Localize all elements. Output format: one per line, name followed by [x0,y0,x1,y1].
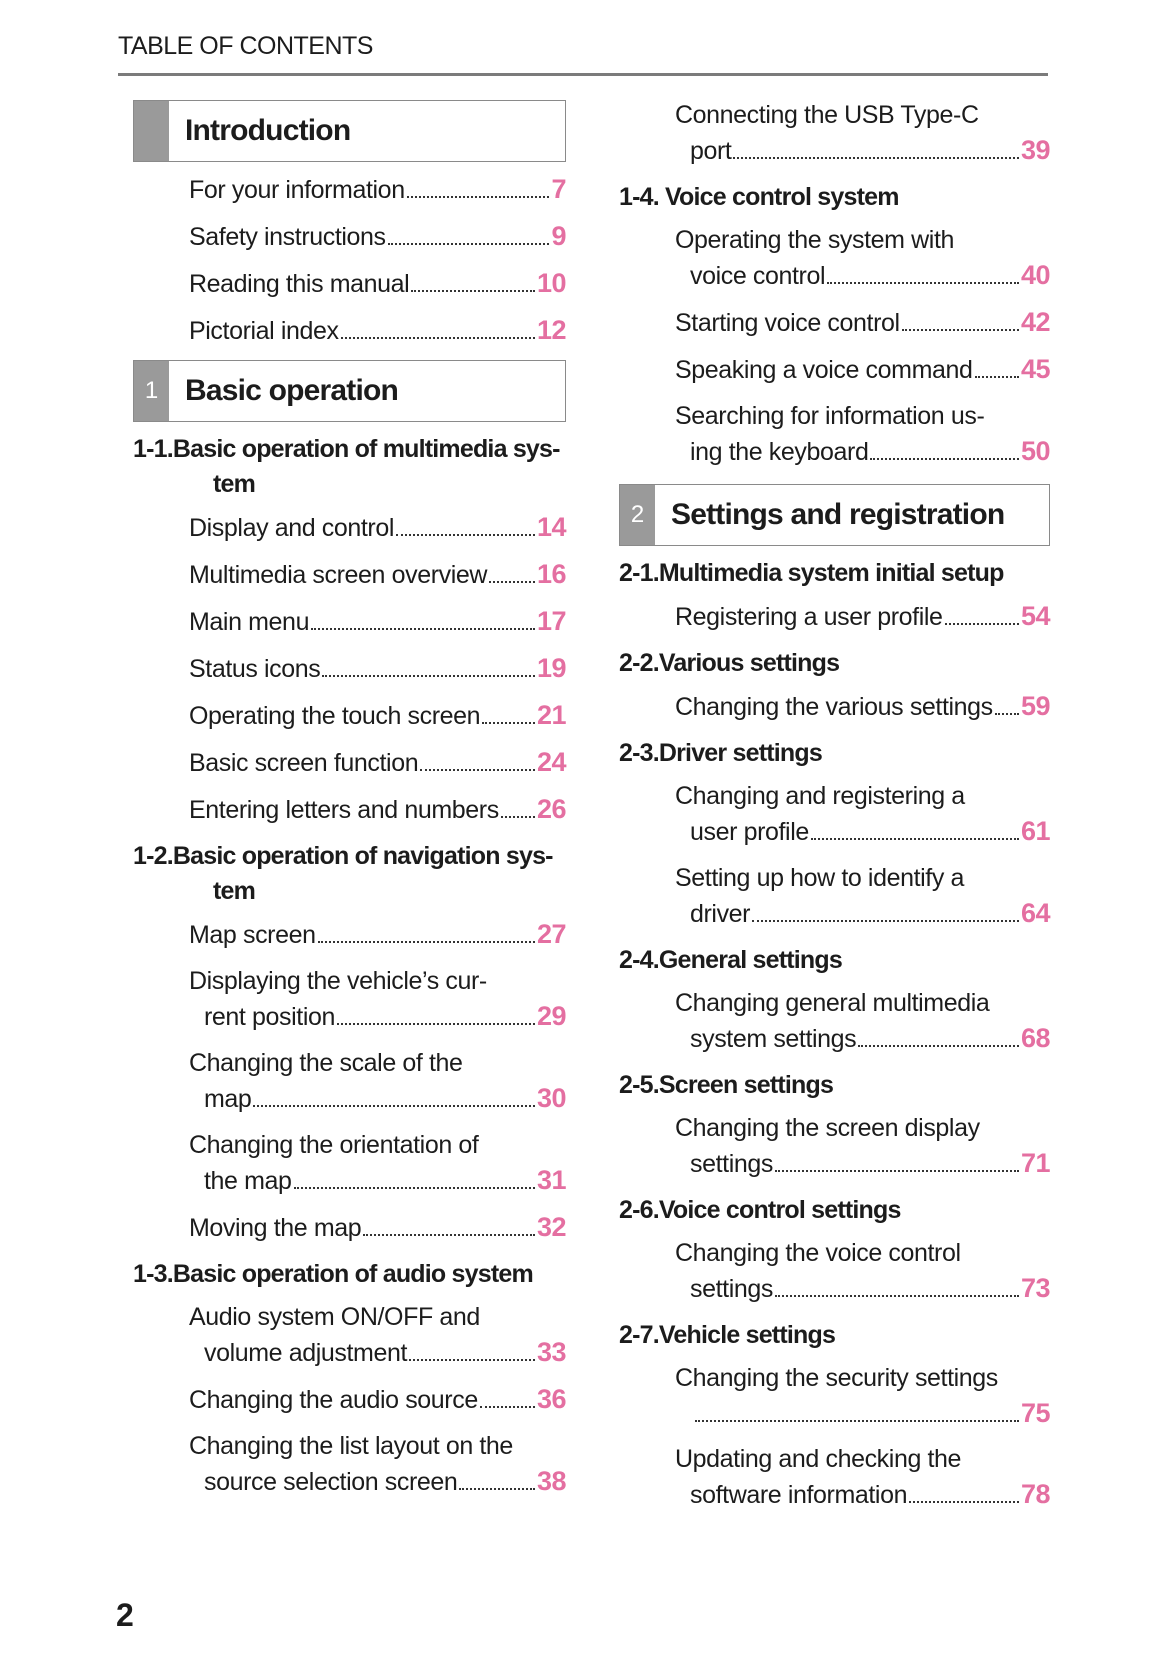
dot-leader [501,816,535,818]
toc-page-number: 50 [1020,436,1050,466]
toc-entry[interactable] [675,305,1050,341]
toc-entry-label: Changing and registering a [675,782,965,810]
toc-entry[interactable] [189,964,566,1035]
toc-entry[interactable] [189,1128,566,1199]
dot-leader [253,1105,535,1107]
toc-entry[interactable] [189,1382,566,1418]
subsection-heading[interactable]: 2-4.General settings [619,946,842,974]
dot-leader [420,769,535,771]
toc-page-number: 75 [1020,1398,1050,1428]
dot-leader [409,1359,535,1361]
toc-page-number: 45 [1020,354,1050,384]
dot-leader [396,534,535,536]
toc-entry[interactable] [189,651,566,687]
dot-leader [489,581,535,583]
subsection-heading[interactable]: 2-5.Screen settings [619,1071,834,1099]
dot-leader [482,722,535,724]
toc-entry[interactable] [675,689,1050,725]
toc-entry[interactable] [189,172,566,208]
subsection-heading[interactable] [133,432,566,502]
toc-entry-label-continuation: settings [690,1150,773,1178]
dot-leader [322,675,535,677]
toc-page-number: 64 [1020,898,1050,928]
dot-leader [341,337,535,339]
toc-entry[interactable] [189,1429,566,1500]
toc-entry-label-continuation: system settings [690,1025,857,1053]
toc-page-number: 16 [536,559,566,589]
toc-entry[interactable] [675,352,1050,388]
toc-entry-label-continuation: user profile [690,818,809,846]
toc-page-number: 78 [1020,1479,1050,1509]
toc-entry[interactable] [189,792,566,828]
toc-page-number: 14 [536,512,566,542]
toc-entry-label-continuation: map [204,1085,252,1113]
subsection-heading[interactable]: 1-4. Voice control system [619,183,899,211]
dot-leader [975,376,1019,378]
toc-entry-label: Setting up how to identify a [675,864,964,892]
toc-entry-label: Changing the orientation of [189,1131,479,1159]
dot-leader [407,196,550,198]
toc-entry-label: Displaying the vehicle’s cur- [189,967,487,995]
toc-entry-label-continuation: settings [690,1275,773,1303]
section-title: Basic operation [185,374,399,407]
toc-entry-label: Registering a user profile [675,603,943,631]
dot-leader [388,243,550,245]
dot-leader [902,329,1019,331]
toc-page-number: 54 [1020,601,1050,631]
toc-page-number: 36 [536,1384,566,1414]
toc-entry[interactable] [675,1361,1050,1431]
subsection-heading[interactable]: 2-3.Driver settings [619,739,822,767]
toc-entry-label: Changing the scale of the [189,1049,463,1077]
toc-page-number: 68 [1020,1023,1050,1053]
toc-entry[interactable] [675,599,1050,635]
toc-entry-label-continuation: source selection screen [204,1468,458,1496]
section-header-basic-operation[interactable] [133,360,566,422]
toc-entry-label-continuation: ing the keyboard [690,438,869,466]
toc-entry-label-continuation: rent position [204,1003,335,1031]
subsection-heading[interactable]: 2-1.Multimedia system initial setup [619,559,1004,587]
toc-entry[interactable] [189,510,566,546]
dot-leader [870,458,1019,460]
toc-entry-label: Operating the system with [675,226,955,254]
toc-entry-label: Changing general multimedia [675,989,990,1017]
subsection-heading[interactable]: 1-3.Basic operation of audio system [133,1260,533,1288]
section-number-tab: 1 [134,361,169,421]
subsection-heading[interactable]: 2-7.Vehicle settings [619,1321,836,1349]
toc-right-column [619,100,1050,1524]
section-number-tab [134,101,169,161]
dot-leader [827,282,1019,284]
toc-entry-label: Status icons [189,655,321,683]
toc-entry[interactable] [675,98,1050,169]
toc-entry[interactable] [675,986,1050,1057]
dot-leader [811,838,1019,840]
toc-entry[interactable] [675,861,1050,932]
subsection-heading-line: 1-2.Basic operation of navigation sys- [133,842,553,870]
section-header-settings-and-registration[interactable] [619,484,1050,546]
toc-entry-label: Pictorial index [189,317,339,345]
toc-entry[interactable] [189,266,566,302]
toc-page-number: 10 [536,268,566,298]
dot-leader [995,713,1019,715]
subsection-heading[interactable]: 2-6.Voice control settings [619,1196,901,1224]
toc-entry-label: Speaking a voice command [675,356,973,384]
dot-leader [695,1420,1019,1422]
section-title: Introduction [185,114,351,147]
toc-page-number: 21 [536,700,566,730]
dot-leader [858,1045,1019,1047]
toc-entry-label: Basic screen function [189,749,419,777]
toc-page-number: 29 [536,1001,566,1031]
dot-leader [318,941,535,943]
dot-leader [459,1488,535,1490]
toc-page-number: 12 [536,315,566,345]
toc-entry-label: Changing the various settings [675,693,993,721]
toc-page-number: 73 [1020,1273,1050,1303]
toc-page-number: 17 [536,606,566,636]
subsection-heading-line: 1-1.Basic operation of multimedia sys- [133,435,560,463]
toc-entry-label: Starting voice control [675,309,900,337]
toc-page-number: 24 [536,747,566,777]
subsection-heading[interactable] [133,839,566,909]
dot-leader [363,1234,535,1236]
toc-entry-label-continuation: volume adjustment [204,1339,408,1367]
toc-entry-label: Entering letters and numbers [189,796,499,824]
dot-leader [733,157,1018,159]
toc-entry-label-continuation: driver [690,900,751,928]
toc-entry-label: Moving the map [189,1214,362,1242]
dot-leader [480,1406,535,1408]
toc-entry-label: Changing the list layout on the [189,1432,513,1460]
toc-page-number: 9 [551,221,566,251]
section-header-introduction[interactable] [133,100,566,162]
dot-leader [775,1295,1019,1297]
toc-entry[interactable] [189,604,566,640]
dot-leader [337,1023,535,1025]
toc-page-number: 31 [536,1165,566,1195]
toc-entry[interactable] [675,779,1050,850]
subsection-heading-continuation: tem [213,470,256,498]
toc-entry-label: Changing the screen display [675,1114,980,1142]
subsection-heading-continuation: tem [213,877,256,905]
toc-entry[interactable] [189,917,566,953]
dot-leader [945,623,1019,625]
toc-entry-label: Changing the security settings [675,1364,998,1392]
toc-page-number: 32 [536,1212,566,1242]
dot-leader [909,1501,1019,1503]
toc-entry[interactable] [675,1442,1050,1513]
toc-entry-label: Changing the voice control [675,1239,961,1267]
toc-page-number: 7 [551,174,566,204]
toc-page-number: 19 [536,653,566,683]
toc-entry[interactable] [675,1236,1050,1307]
toc-entry-label-continuation: the map [204,1167,292,1195]
toc-entry-label: Safety instructions [189,223,386,251]
toc-entry[interactable] [189,1046,566,1117]
dot-leader [311,628,535,630]
toc-entry-label: Searching for information us- [675,402,985,430]
toc-page-number: 61 [1020,816,1050,846]
dot-leader [775,1170,1019,1172]
toc-entry[interactable] [189,698,566,734]
toc-entry-label-continuation: port [690,137,732,165]
toc-page-number: 26 [536,794,566,824]
toc-entry[interactable] [189,1210,566,1246]
toc-left-column [133,100,566,1511]
toc-entry-label: Connecting the USB Type-C [675,101,979,129]
toc-page-number: 71 [1020,1148,1050,1178]
toc-entry-label-continuation: software information [690,1481,908,1509]
header-rule [118,73,1048,76]
toc-entry-label: Map screen [189,921,316,949]
toc-entry[interactable] [675,1111,1050,1182]
running-head: TABLE OF CONTENTS [118,32,373,60]
section-number-tab: 2 [620,485,655,545]
toc-entry-label: Reading this manual [189,270,410,298]
toc-entry[interactable] [675,223,1050,294]
toc-entry-label: Changing the audio source [189,1386,478,1414]
section-title: Settings and registration [671,498,1005,531]
dot-leader [294,1187,535,1189]
toc-entry[interactable] [189,745,566,781]
toc-page-number: 39 [1020,135,1050,165]
toc-entry[interactable] [675,399,1050,470]
toc-entry[interactable] [189,219,566,255]
toc-entry[interactable] [189,1300,566,1371]
toc-entry-label: Audio system ON/OFF and [189,1303,480,1331]
dot-leader [411,290,535,292]
toc-page-number: 27 [536,919,566,949]
toc-page-number: 30 [536,1083,566,1113]
toc-entry-label: Display and control [189,514,395,542]
toc-entry-label: Updating and checking the [675,1445,962,1473]
toc-entry-label: Operating the touch screen [189,702,481,730]
toc-entry-label: Multimedia screen overview [189,561,488,589]
toc-page-number: 40 [1020,260,1050,290]
dot-leader [752,920,1019,922]
toc-page-number: 42 [1020,307,1050,337]
toc-entry-label: For your information [189,176,405,204]
page-number: 2 [116,1597,134,1633]
toc-page-number: 33 [536,1337,566,1367]
subsection-heading[interactable]: 2-2.Various settings [619,649,840,677]
toc-entry[interactable] [189,313,566,349]
toc-entry[interactable] [189,557,566,593]
toc-entry-label-continuation: voice control [690,262,826,290]
toc-page-number: 38 [536,1466,566,1496]
toc-page-number: 59 [1020,691,1050,721]
toc-entry-label: Main menu [189,608,310,636]
